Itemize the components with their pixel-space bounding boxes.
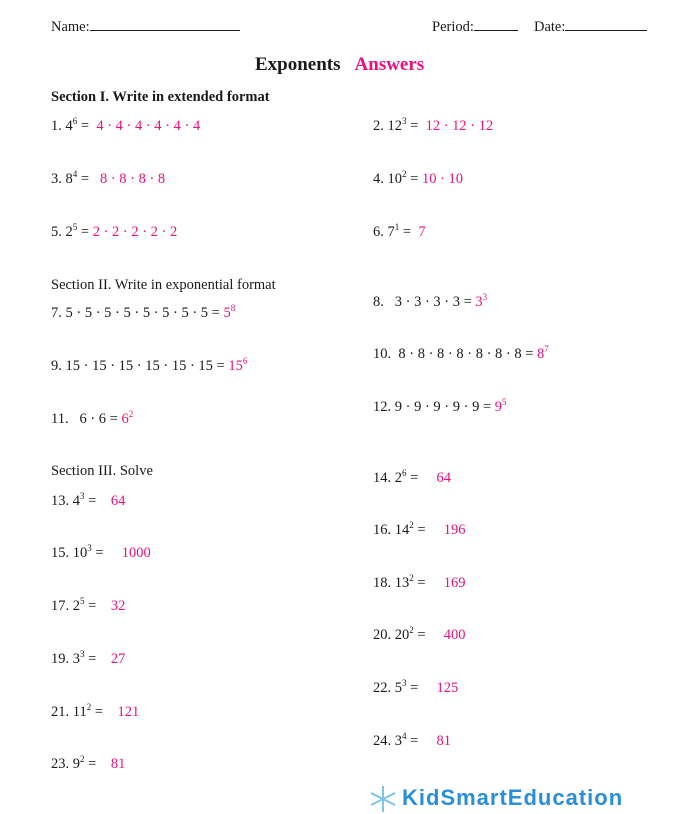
answer-7: $5^8$ [223,303,236,321]
problem-22: 22. $5^3$ = 125 [373,678,459,696]
problem-13: 13. $4^3$ = 64 [51,491,126,509]
answer-2: 12 · 12 · 12 [425,118,494,134]
snowflake-icon [368,784,398,814]
footer-logo [360,782,700,810]
answer-19: 27 [110,651,126,667]
section-3-heading: Section III. Solve [51,463,153,479]
problem-12: 12. $9 \cdot 9 \cdot 9 \cdot 9 \cdot 9 = 9^5$ [373,397,507,415]
logo-text: KidSmartEducation [402,785,624,810]
problem-6: 6. $7^1 = 7$ [373,222,426,240]
answer-11: $6^2$ [121,409,134,427]
date-blank [565,18,647,31]
problem-16: 16. $14^2$ = 196 [373,520,466,538]
problem-3: 3. $8^4$ = 8 · 8 · 8 · 8 [51,169,166,187]
problem-11: 11. $6 \cdot 6 = 6^2$ [51,409,134,427]
problem-9: 9. $15 \cdot 15 \cdot 15 \cdot 15 \cdot 15 \cdot 15 = 15^6$ [51,356,248,374]
problem-14: 14. $2^6$ = 64 [373,468,451,486]
answer-16: 196 [443,522,466,538]
answer-20: 400 [443,627,466,643]
answer-22: 125 [436,680,459,696]
problem-24: 24. $3^4$ = 81 [373,731,451,749]
answer-3: 8 · 8 · 8 · 8 [99,171,166,187]
answer-4: 10 · 10 [421,171,464,187]
problem-20: 20. $20^2$ = 400 [373,625,466,643]
answer-15: 1000 [121,545,151,561]
name-field: Name: [51,18,240,36]
name-blank [90,18,240,31]
answer-6: 7 [418,224,426,240]
period-blank [474,18,518,31]
title-main: Exponents [255,54,341,75]
answer-18: 169 [443,575,466,591]
section-1-heading: Section I. Write in extended format [51,89,270,105]
answer-13: 64 [110,493,126,509]
answer-23: 81 [110,756,126,772]
problem-8: 8. $3 \cdot 3 \cdot 3 \cdot 3 = 3^3$ [373,292,488,310]
period-field: Period: [432,18,518,36]
problem-17: 17. $2^5$ = 32 [51,596,126,614]
problem-4: 4. $10^2 = 10 \cdot 10$ [373,169,464,187]
problem-1: 1. $4^6 = 4 \cdot 4 \cdot 4 \cdot 4 \cdot 4 \cdot 4$ [51,116,201,134]
answer-9: $15^6$ [228,356,248,374]
problem-21: 21. $11^2$ = 121 [51,702,140,720]
section-2-heading: Section II. Write in exponential format [51,277,276,293]
problem-2: 2. $12^3 = 12 \cdot 12 \cdot 12$ [373,116,494,134]
problem-5: 5. $2^5 = 2 \cdot 2 \cdot 2 \cdot 2 \cdot 2$ [51,222,178,240]
answer-14: 64 [436,470,451,486]
date-field: Date: [534,18,647,36]
title-answers: Answers [354,54,425,75]
answer-10: $8^7$ [537,344,549,362]
problem-10: 10. $8 \cdot 8 \cdot 8 \cdot 8 \cdot 8 \cdot 8 \cdot 8 = 8^7$ [373,344,549,362]
answer-21: 121 [117,704,140,720]
problem-15: 15. $10^3$ = 1000 [51,543,151,561]
answer-5: 2 · 2 · 2 · 2 · 2 [92,224,178,240]
answer-8: $3^3$ [475,292,488,310]
problem-18: 18. $13^2$ = 169 [373,573,466,591]
problem-19: 19. $3^3$ = 27 [51,649,126,667]
answer-17: 32 [110,598,126,614]
problem-23: 23. $9^2$ = 81 [51,754,126,772]
answer-1: 4 · 4 · 4 · 4 · 4 · 4 [96,118,201,134]
page-title [255,54,424,76]
problem-7: 7. $5 \cdot 5 \cdot 5 \cdot 5 \cdot 5 \cdot 5 \cdot 5 \cdot 5 = 5^8$ [51,303,236,321]
answer-24: 81 [436,733,451,749]
answer-12: $9^5$ [494,397,507,415]
